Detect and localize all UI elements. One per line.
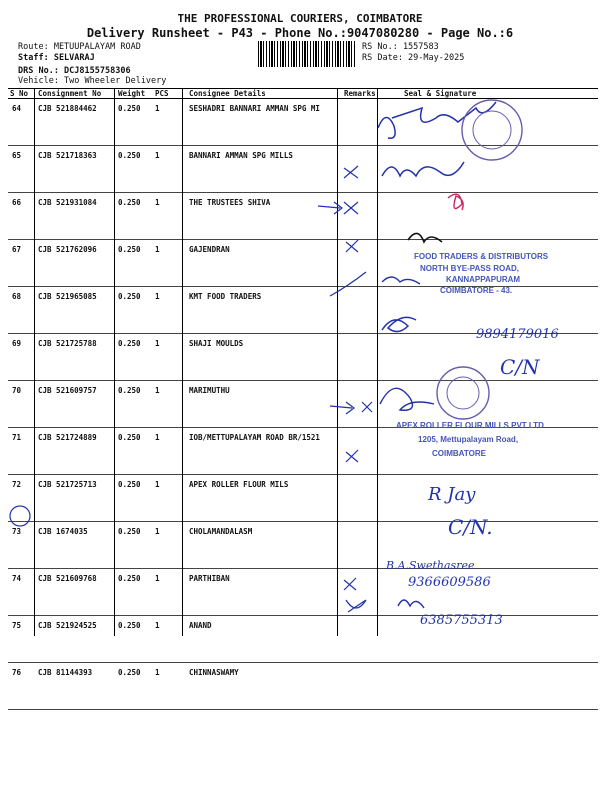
row-remarks	[342, 569, 382, 616]
row-consignee: IOB/METTUPALAYAM ROAD BR/1521	[187, 428, 342, 475]
row-pcs: 1	[153, 663, 187, 710]
row-weight: 0.250	[116, 522, 153, 569]
table-row	[8, 569, 598, 616]
row-weight: 0.250	[116, 428, 153, 475]
table-row	[8, 428, 598, 475]
row-weight: 0.250	[116, 616, 153, 663]
stamp-apex-line2: 1205, Mettupalayam Road,	[418, 435, 519, 444]
row-remarks	[342, 428, 382, 475]
col-signature: Seal & Signature	[382, 89, 598, 99]
row-consignee: THE TRUSTEES SHIVA	[187, 193, 342, 240]
row-consignee: BANNARI AMMAN SPG MILLS	[187, 146, 342, 193]
row-signature	[382, 522, 598, 569]
handwritten-cn-74: C/N.	[448, 515, 493, 539]
stamp-food-traders-line4: COIMBATORE - 43.	[440, 286, 513, 295]
row-consignee: PARTHIBAN	[187, 569, 342, 616]
row-pcs: 1	[153, 522, 187, 569]
row-sno: 69	[8, 334, 36, 381]
row-consignee: SHAJI MOULDS	[187, 334, 342, 381]
row-signature	[382, 475, 598, 522]
rs-number: RS No.: 1557583	[362, 42, 439, 52]
col-consignment: Consignment No	[36, 89, 116, 99]
row-sno: 75	[8, 616, 36, 663]
row-signature	[382, 616, 598, 663]
row-remarks	[342, 287, 382, 334]
row-sno: 70	[8, 381, 36, 428]
row-pcs: 1	[153, 569, 187, 616]
table-row	[8, 146, 598, 193]
col-pcs: PCS	[153, 89, 187, 99]
table-row	[8, 475, 598, 522]
vehicle-label: Vehicle: Two Wheeler Delivery	[18, 76, 167, 86]
col-sno: S No	[8, 89, 36, 99]
staff-label: Staff: SELVARAJ	[18, 53, 95, 63]
row-remarks	[342, 146, 382, 193]
row-consignment: CJB 521724889	[36, 428, 116, 475]
row-remarks	[342, 334, 382, 381]
row-remarks	[342, 663, 382, 710]
row-sno: 74	[8, 569, 36, 616]
row-pcs: 1	[153, 193, 187, 240]
route-label: Route: METUUPALAYAM ROAD	[18, 42, 141, 52]
row-weight: 0.250	[116, 193, 153, 240]
row-weight: 0.250	[116, 475, 153, 522]
col-remarks: Remarks	[342, 89, 382, 99]
row-consignment: CJB 521762096	[36, 240, 116, 287]
row-consignment: CJB 1674035	[36, 522, 116, 569]
column-rule	[182, 88, 183, 636]
row-consignee: APEX ROLLER FLOUR MILS	[187, 475, 342, 522]
row-sno: 73	[8, 522, 36, 569]
table-row	[8, 240, 598, 287]
row-sno: 64	[8, 99, 36, 146]
row-remarks	[342, 522, 382, 569]
runsheet-title: Delivery Runsheet - P43 - Phone No.:9047080280 - Page No.:6	[86, 26, 514, 40]
runsheet-table	[8, 88, 598, 710]
row-consignee: SESHADRI BANNARI AMMAN SPG MI	[187, 99, 342, 146]
handwritten-phone-75: 9366609586	[408, 575, 491, 590]
row-pcs: 1	[153, 428, 187, 475]
row-signature	[382, 334, 598, 381]
row-signature	[382, 146, 598, 193]
row-sno: 68	[8, 287, 36, 334]
table-header	[8, 89, 598, 99]
row-signature	[382, 663, 598, 710]
row-signature	[382, 381, 598, 428]
handwritten-phone-76: 6385755313	[420, 613, 503, 628]
stamp-food-traders-line1: FOOD TRADERS & DISTRIBUTORS	[414, 252, 549, 261]
handwritten-phone-69: 9894179016	[476, 327, 559, 342]
row-remarks	[342, 616, 382, 663]
row-weight: 0.250	[116, 240, 153, 287]
table-row	[8, 193, 598, 240]
table-row	[8, 522, 598, 569]
row-consignment: CJB 521924525	[36, 616, 116, 663]
row-sno: 72	[8, 475, 36, 522]
table-row	[8, 381, 598, 428]
row-consignee: GAJENDRAN	[187, 240, 342, 287]
table-row	[8, 99, 598, 146]
handwritten-name-75: B.A.Swethasree	[386, 559, 475, 572]
row-sno: 65	[8, 146, 36, 193]
row-pcs: 1	[153, 287, 187, 334]
row-remarks	[342, 240, 382, 287]
column-rule	[114, 88, 115, 636]
row-pcs: 1	[153, 99, 187, 146]
row-consignment: CJB 521609757	[36, 381, 116, 428]
col-weight: Weight	[116, 89, 153, 99]
stamp-apex-line3: COIMBATORE	[432, 449, 486, 458]
company-title: THE PROFESSIONAL COURIERS, COIMBATORE	[177, 12, 423, 25]
row-remarks	[342, 99, 382, 146]
column-rule	[337, 88, 338, 636]
row-signature	[382, 240, 598, 287]
row-consignee: CHINNASWAMY	[187, 663, 342, 710]
table-row	[8, 287, 598, 334]
col-consignee: Consignee Details	[187, 89, 342, 99]
row-sno: 76	[8, 663, 36, 710]
table-row	[8, 334, 598, 381]
row-consignment: CJB 81144393	[36, 663, 116, 710]
row-pcs: 1	[153, 240, 187, 287]
row-consignment: CJB 521725788	[36, 334, 116, 381]
row-weight: 0.250	[116, 99, 153, 146]
handwritten-cn-70: C/N	[500, 355, 540, 379]
barcode	[258, 41, 356, 67]
row-consignment: CJB 521931084	[36, 193, 116, 240]
row-consignment: CJB 521965085	[36, 287, 116, 334]
row-weight: 0.250	[116, 663, 153, 710]
row-weight: 0.250	[116, 334, 153, 381]
table-row	[8, 616, 598, 663]
row-consignee: CHOLAMANDALASM	[187, 522, 342, 569]
row-signature	[382, 569, 598, 616]
handwritten-signature-73: R Jay	[428, 484, 476, 505]
row-pcs: 1	[153, 616, 187, 663]
row-pcs: 1	[153, 475, 187, 522]
row-weight: 0.250	[116, 146, 153, 193]
row-remarks	[342, 381, 382, 428]
rs-date: RS Date: 29-May-2025	[362, 53, 465, 63]
row-consignee: MARIMUTHU	[187, 381, 342, 428]
row-pcs: 1	[153, 146, 187, 193]
column-rule	[377, 88, 378, 636]
row-pcs: 1	[153, 381, 187, 428]
table-row	[8, 663, 598, 710]
drs-label: DRS No.: DCJ8155758306	[18, 66, 131, 76]
row-weight: 0.250	[116, 287, 153, 334]
column-rule	[34, 88, 35, 636]
row-signature	[382, 428, 598, 475]
row-consignee: KMT FOOD TRADERS	[187, 287, 342, 334]
row-signature	[382, 99, 598, 146]
row-consignee: ANAND	[187, 616, 342, 663]
stamp-apex-line1: APEX ROLLER FLOUR MILLS PVT LTD	[396, 421, 544, 430]
row-sno: 66	[8, 193, 36, 240]
row-consignment: CJB 521609768	[36, 569, 116, 616]
stamp-food-traders-line3: KANNAPPAPURAM	[446, 275, 521, 284]
row-remarks	[342, 193, 382, 240]
row-sno: 67	[8, 240, 36, 287]
row-signature	[382, 287, 598, 334]
row-sno: 71	[8, 428, 36, 475]
row-weight: 0.250	[116, 569, 153, 616]
row-pcs: 1	[153, 334, 187, 381]
row-consignment: CJB 521718363	[36, 146, 116, 193]
row-consignment: CJB 521884462	[36, 99, 116, 146]
row-consignment: CJB 521725713	[36, 475, 116, 522]
row-signature	[382, 193, 598, 240]
row-weight: 0.250	[116, 381, 153, 428]
row-remarks	[342, 475, 382, 522]
stamp-food-traders-line2: NORTH BYE-PASS ROAD,	[420, 264, 519, 273]
